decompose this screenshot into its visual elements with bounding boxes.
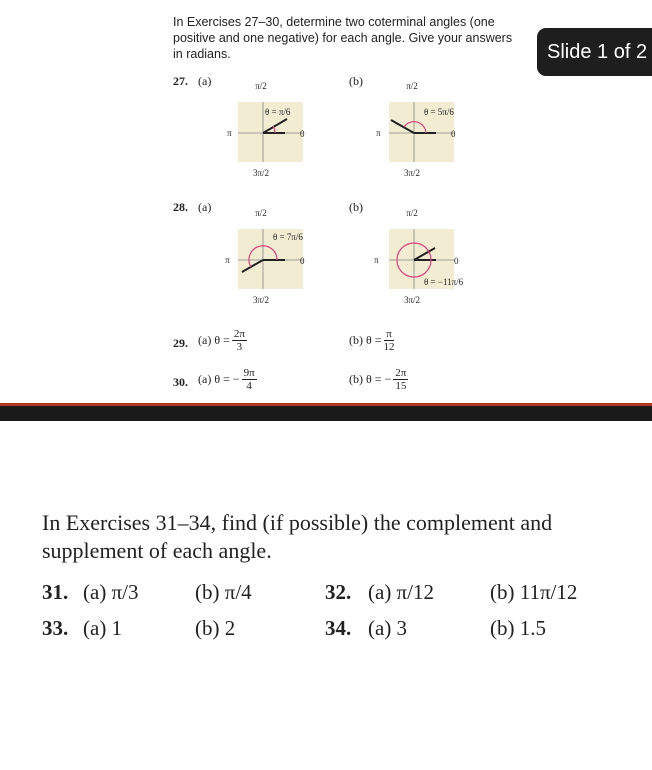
exercise-30-number: 30. xyxy=(173,375,188,389)
exercise-30a xyxy=(198,367,259,392)
exercise-30b xyxy=(349,367,410,392)
exercise-28b-label: (b) xyxy=(349,200,363,214)
exercise-instructions-27-30: In Exercises 27–30, determine two coterminal angles (one positive and one negative) for each angle. Give your answers in radians. xyxy=(173,15,513,61)
exercise-30a-lhs: θ = − xyxy=(214,372,240,386)
exercise-27a-label: (a) xyxy=(198,74,212,88)
axis-label-left: π xyxy=(225,255,230,265)
fraction xyxy=(384,328,395,353)
denominator: 4 xyxy=(246,380,252,392)
fraction xyxy=(393,367,408,392)
exercise-30b-label: (b) xyxy=(349,372,363,386)
exercise-29a-label: (a) xyxy=(198,333,212,347)
exercise-29a-lhs: θ = xyxy=(214,333,230,347)
exercise-31-number xyxy=(42,580,68,605)
figure-27a xyxy=(215,75,325,190)
exercise-number: 32. xyxy=(325,580,352,604)
exercise-32-number xyxy=(325,580,351,605)
numerator: 2π xyxy=(233,328,245,340)
exercise-30b-lhs: θ = − xyxy=(366,372,392,386)
axis-label-right: 0 xyxy=(454,256,459,266)
axis-label-top: π/2 xyxy=(255,81,267,91)
axis-label-bottom: 3π/2 xyxy=(252,295,270,305)
denominator: 3 xyxy=(236,341,243,353)
exercise-34a: (a) 3 xyxy=(368,616,408,640)
exercise-28a-label: (a) xyxy=(198,200,212,214)
exercise-instructions-31-34: In Exercises 31–34, find (if possible) the complement and supplement of each angle. xyxy=(42,510,553,563)
axis-label-left: π xyxy=(374,255,379,265)
exercise-27b-label: (b) xyxy=(349,74,363,88)
axis-label-right: 0 xyxy=(300,256,305,266)
denominator: 15 xyxy=(395,380,407,392)
exercise-29b-lhs: θ = xyxy=(366,333,382,347)
exercise-29b-label: (b) xyxy=(349,333,363,347)
axis-label-bottom: 3π/2 xyxy=(252,168,270,178)
theta-label: θ = −11π/6 xyxy=(424,277,464,287)
figure-27b xyxy=(366,75,481,190)
axis-label-top: π/2 xyxy=(406,208,418,218)
theta-label: θ = π/6 xyxy=(265,107,291,117)
exercise-30a-label: (a) xyxy=(198,372,212,386)
denominator: 12 xyxy=(383,341,395,353)
exercise-28-number: 28. xyxy=(173,200,188,214)
exercise-33-number xyxy=(42,616,68,641)
figure-28a xyxy=(215,202,325,317)
numerator: 2π xyxy=(395,367,407,379)
slide-counter-badge: Slide 1 of 2 xyxy=(537,28,652,76)
exercise-number: 33. xyxy=(42,616,69,640)
axis-label-top: π/2 xyxy=(406,81,418,91)
exercise-34b: (b) 1.5 xyxy=(490,616,546,640)
numerator: π xyxy=(386,328,392,340)
exercise-34-number xyxy=(325,616,351,641)
exercise-number: 34. xyxy=(325,616,352,640)
exercise-33a: (a) 1 xyxy=(83,616,123,640)
exercise-27-number: 27. xyxy=(173,74,188,88)
axis-label-left: π xyxy=(227,128,232,138)
slide-2 xyxy=(0,421,652,770)
exercise-31a: (a) π/3 xyxy=(83,580,139,604)
theta-label: θ = 7π/6 xyxy=(273,232,303,242)
exercise-29-number: 29. xyxy=(173,336,188,350)
exercise-31b: (b) π/4 xyxy=(195,580,252,604)
axis-label-top: π/2 xyxy=(255,208,267,218)
numerator: 9π xyxy=(243,367,255,379)
axis-label-right: 0 xyxy=(300,129,305,139)
axis-label-right: 0 xyxy=(451,129,456,139)
fraction xyxy=(242,367,257,392)
fraction xyxy=(232,328,247,353)
exercise-32b: (b) 11π/12 xyxy=(490,580,578,604)
exercise-number: 31. xyxy=(42,580,69,604)
exercise-33b: (b) 2 xyxy=(195,616,236,640)
axis-label-left: π xyxy=(376,128,381,138)
figure-28b xyxy=(366,202,491,317)
exercise-29b xyxy=(349,328,397,353)
axis-label-bottom: 3π/2 xyxy=(403,168,421,178)
axis-label-bottom: 3π/2 xyxy=(403,295,421,305)
exercise-32a: (a) π/12 xyxy=(368,580,434,604)
slide-divider-line xyxy=(0,403,652,406)
theta-label: θ = 5π/6 xyxy=(424,107,454,117)
exercise-29a xyxy=(198,328,249,353)
